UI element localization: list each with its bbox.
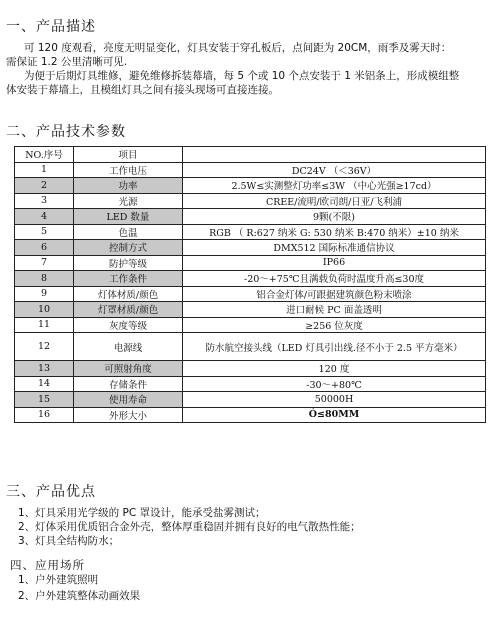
row-value: Ó≤80MM: [183, 407, 486, 423]
row-no: 7: [15, 255, 74, 271]
row-value: 9颗(不限): [183, 209, 486, 225]
spec-table: [14, 146, 486, 423]
row-item: 灯体材质/颜色: [74, 286, 183, 302]
row-value: DC24V （＜36V）: [183, 162, 486, 178]
application-item-1: 1、户外建筑照明: [18, 574, 99, 586]
row-no: 9: [15, 286, 74, 302]
table-row: [15, 302, 486, 318]
table-row: [15, 162, 486, 178]
row-no: 13: [15, 361, 74, 377]
row-item: 存储条件: [74, 376, 183, 392]
row-value: 2.5W≤实测整灯功率≤3W （中心光强≥17cd）: [183, 178, 486, 194]
row-no: 16: [15, 407, 74, 423]
table-row: [15, 240, 486, 256]
table-row: [15, 286, 486, 302]
section-title-applications: 四、应用场所: [10, 558, 85, 572]
table-row: [15, 317, 486, 333]
row-no: 12: [15, 333, 74, 361]
row-item: 工作电压: [74, 162, 183, 178]
row-item: 色温: [74, 224, 183, 240]
row-item: 可照射角度: [74, 361, 183, 377]
description-line-1: 可 120 度观看，亮度无明显变化，灯具安装于穿孔板后，点间距为 20CM，雨季及雾天时：: [24, 42, 452, 54]
table-row: [15, 361, 486, 377]
row-no: 14: [15, 376, 74, 392]
row-value: DMX512 国际标准通信协议: [183, 240, 486, 256]
table-row: [15, 376, 486, 392]
header-item: 项目: [74, 147, 183, 163]
advantage-item-2: 2、灯体采用优质铝合金外壳，整体厚重稳固并拥有良好的电气散热性能；: [18, 521, 361, 533]
row-value: 进口耐候 PC 面盖透明: [183, 302, 486, 318]
row-value: 防水航空接头线（LED 灯具引出线.径不小于 2.5 平方毫米）: [183, 333, 486, 361]
row-no: 8: [15, 271, 74, 287]
row-item: 控制方式: [74, 240, 183, 256]
table-row: [15, 333, 486, 361]
row-item: 灯罩材质/颜色: [74, 302, 183, 318]
section-title-description: 一、产品描述: [6, 19, 96, 35]
row-no: 15: [15, 392, 74, 408]
row-value: ≥256 位灰度: [183, 317, 486, 333]
row-value: RGB （ R:627 纳米 G: 530 纳米 B:470 纳米）±10 纳米: [183, 224, 486, 240]
row-no: 4: [15, 209, 74, 225]
row-value: 铝合金灯体/可跟据建筑颜色粉末喷涂: [183, 286, 486, 302]
description-line-4: 体安装于幕墙上，且模组灯具之间有接头现场可直接连接。: [6, 84, 279, 96]
row-item: 光源: [74, 193, 183, 209]
row-value: 50000H: [183, 392, 486, 408]
table-row: [15, 224, 486, 240]
row-item: 使用寿命: [74, 392, 183, 408]
row-value: -30～+80℃: [183, 376, 486, 392]
row-no: 10: [15, 302, 74, 318]
spec-table-header: [15, 147, 486, 163]
row-value: -20～+75℃且满载负荷时温度升高≤30度: [183, 271, 486, 287]
row-item: 外形大小: [74, 407, 183, 423]
row-item: 灰度等级: [74, 317, 183, 333]
row-item: 电源线: [74, 333, 183, 361]
row-item: 功率: [74, 178, 183, 194]
row-item: 防护等级: [74, 255, 183, 271]
row-item: LED 数量: [74, 209, 183, 225]
description-line-2: 需保证 1.2 公里清晰可见.: [6, 56, 128, 68]
table-row: [15, 392, 486, 408]
table-row: [15, 407, 486, 423]
row-item: 工作条件: [74, 271, 183, 287]
table-row: [15, 209, 486, 225]
advantage-item-3: 3、灯具全结构防水；: [18, 535, 120, 547]
table-row: [15, 255, 486, 271]
row-no: 1: [15, 162, 74, 178]
header-value: [183, 147, 486, 163]
table-row: [15, 193, 486, 209]
description-line-3: 为便于后期灯具维修，避免维修拆装幕墙，每 5 个或 10 个点安装于 1 米铝条上，形成模组整: [24, 70, 460, 82]
row-no: 6: [15, 240, 74, 256]
header-no: NO.序号: [15, 147, 74, 163]
row-no: 5: [15, 224, 74, 240]
row-value: IP66: [183, 255, 486, 271]
section-title-advantages: 三、产品优点: [6, 484, 96, 500]
table-row: [15, 271, 486, 287]
row-value: CREE/流明/欧司朗/日亚/飞利浦: [183, 193, 486, 209]
section-title-specs: 二、产品技术参数: [6, 124, 126, 140]
row-no: 11: [15, 317, 74, 333]
application-item-2: 2、户外建筑整体动画效果: [18, 590, 141, 602]
row-value: 120 度: [183, 361, 486, 377]
advantage-item-1: 1、灯具采用光学级的 PC 罩设计，能承受盐雾测试；: [18, 507, 266, 519]
row-no: 3: [15, 193, 74, 209]
table-row: [15, 178, 486, 194]
row-no: 2: [15, 178, 74, 194]
